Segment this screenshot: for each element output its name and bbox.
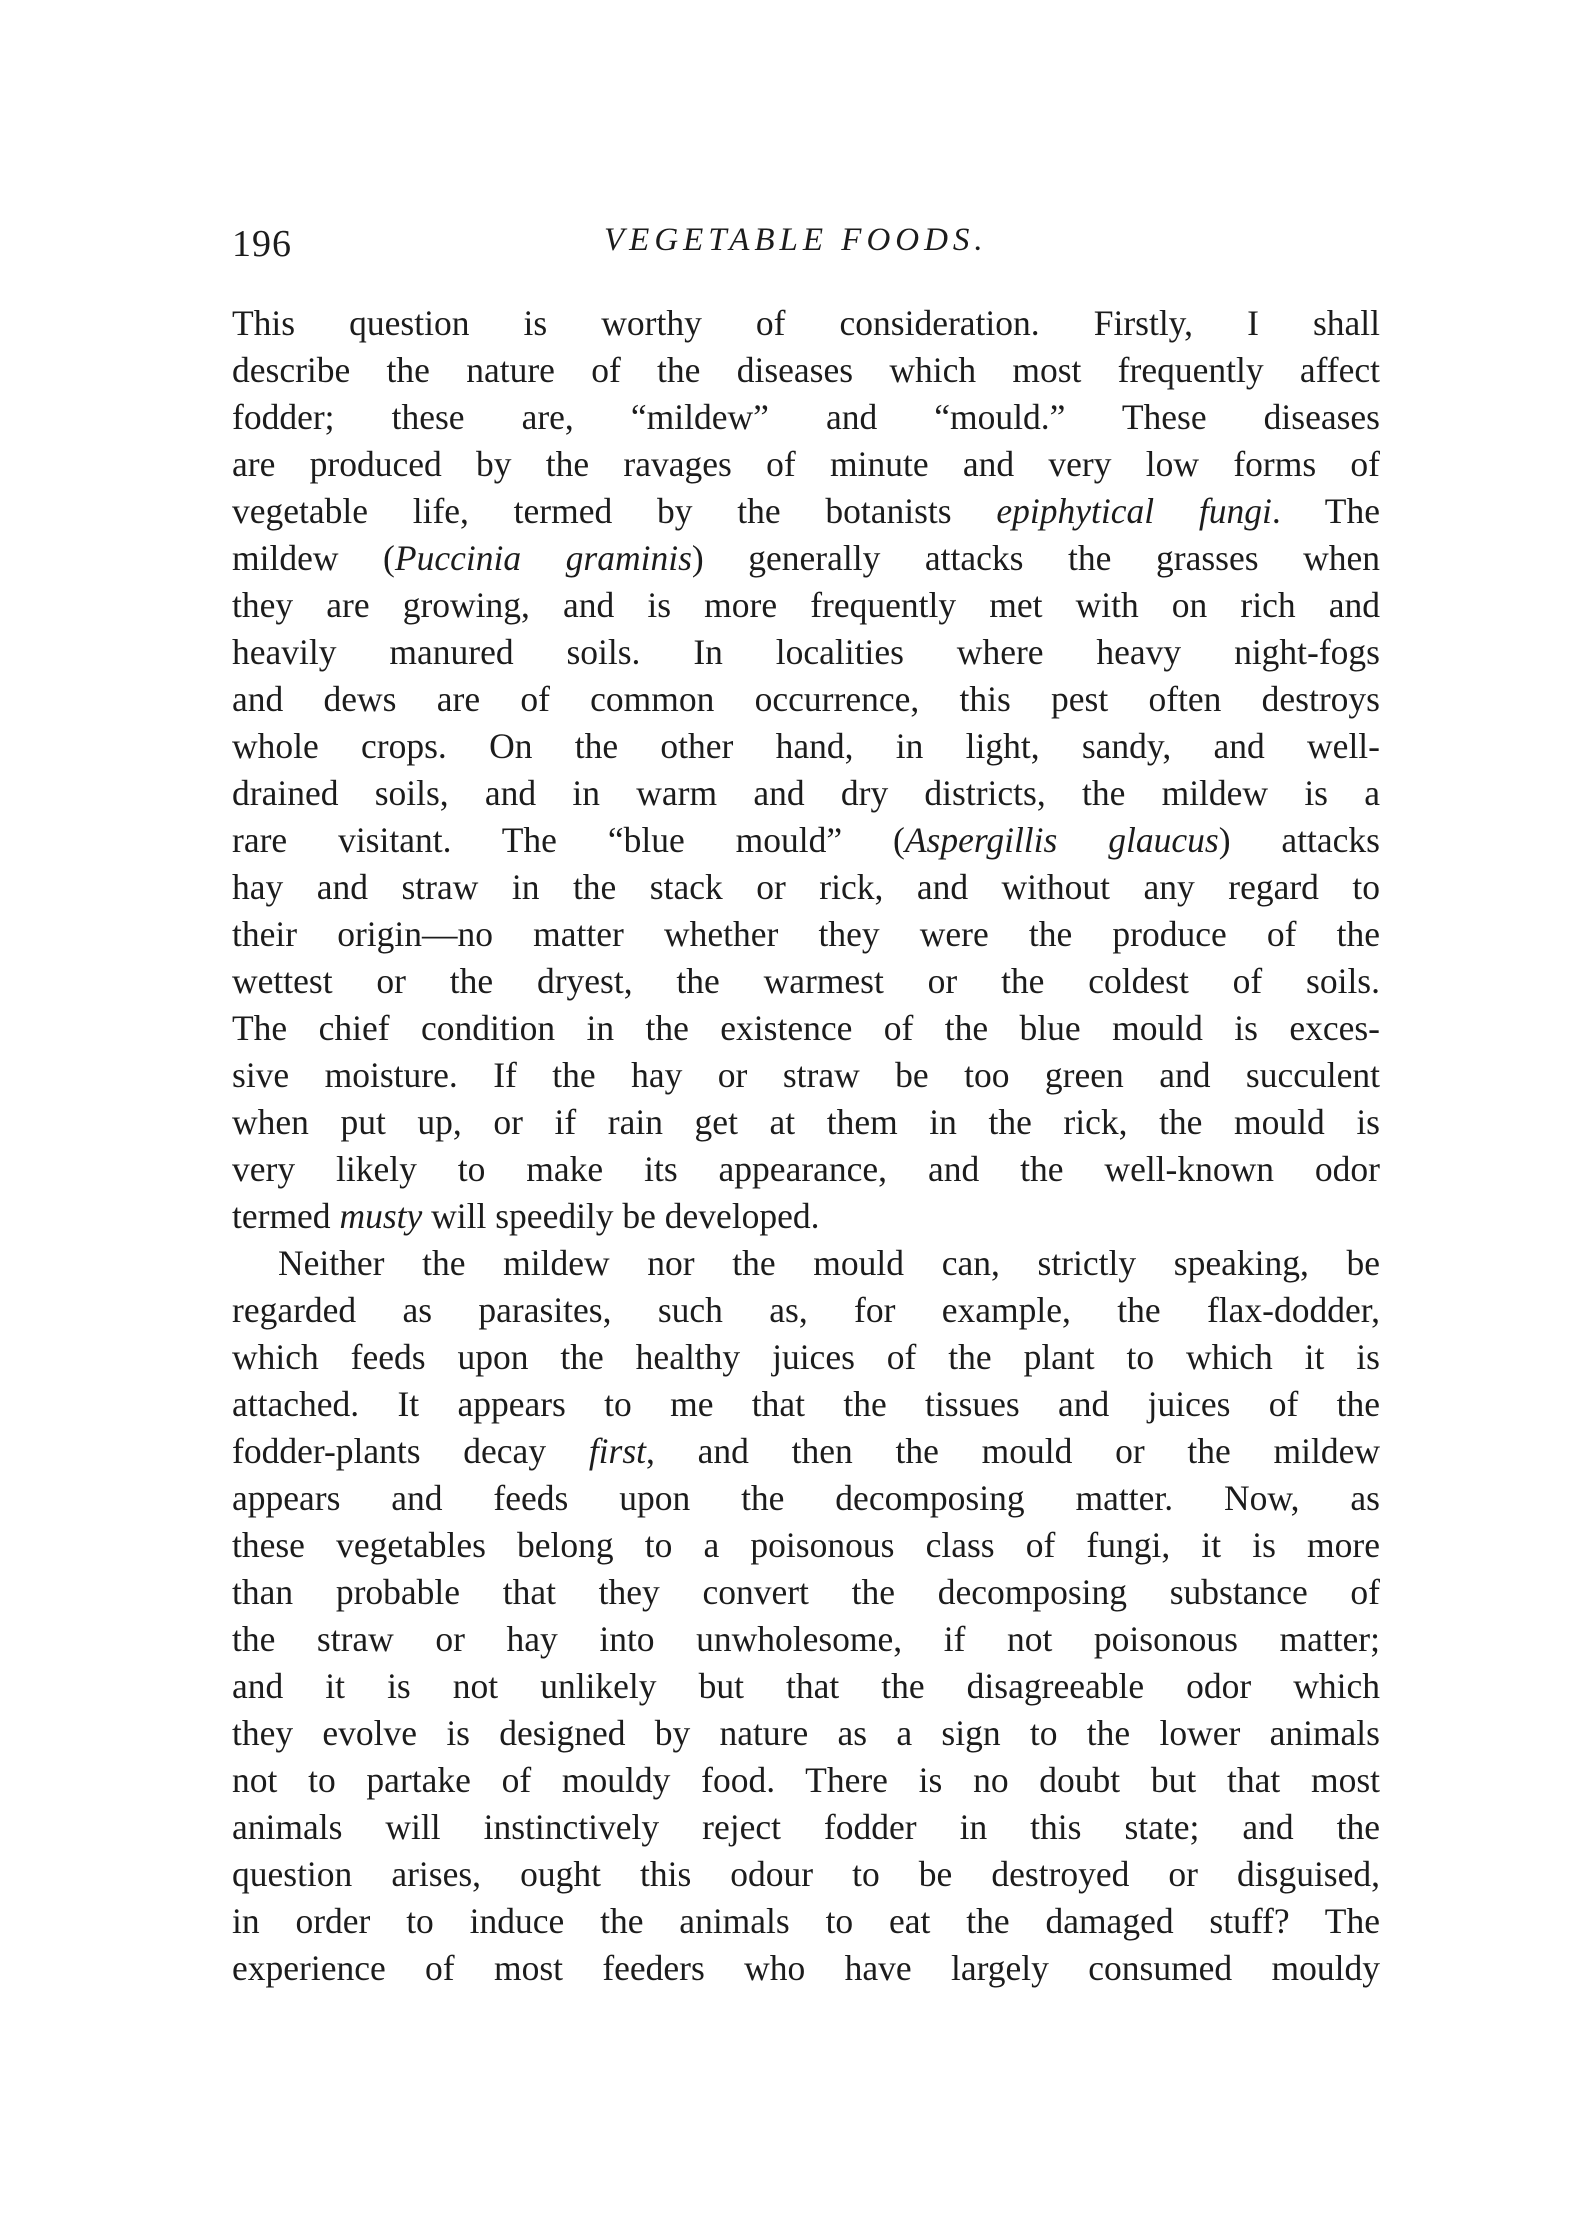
text-line: mildew (Puccinia graminis) generally attacks the grasses when [232,538,1380,578]
text-line: in order to induce the animals to eat the damaged stuff? The [232,1901,1380,1941]
text-line: the straw or hay into unwholesome, if not poisonous matter; [232,1619,1380,1659]
text-line: rare visitant. The “blue mould” (Aspergillis glaucus) attacks [232,820,1380,860]
text-line: regarded as parasites, such as, for example, the flax-dodder, [232,1290,1380,1330]
text-line: attached. It appears to me that the tissues and juices of the [232,1384,1380,1424]
text-line: question arises, ought this odour to be destroyed or disguised, [232,1854,1380,1894]
text-line: not to partake of mouldy food. There is no doubt but that most [232,1760,1380,1800]
text-line: animals will instinctively reject fodder in this state; and the [232,1807,1380,1847]
text-line: This question is worthy of consideration. Firstly, I shall [232,303,1380,343]
text-line: these vegetables belong to a poisonous class of fungi, it is more [232,1525,1380,1565]
paragraph-1 [232,300,1380,1240]
page-number: 196 [232,223,292,265]
text-line: termed musty will speedily be developed. [232,1196,820,1236]
text-line: heavily manured soils. In localities where heavy night-fogs [232,632,1380,672]
page-header [232,222,1382,272]
text-line: and it is not unlikely but that the disagreeable odor which [232,1666,1380,1706]
text-line: very likely to make its appearance, and the well-known odor [232,1149,1380,1189]
text-line: drained soils, and in warm and dry districts, the mildew is a [232,773,1380,813]
text-line: they are growing, and is more frequently met with on rich and [232,585,1380,625]
text-line: when put up, or if rain get at them in the rick, the mould is [232,1102,1380,1142]
text-line: experience of most feeders who have largely consumed mouldy [232,1948,1380,1988]
text-line: vegetable life, termed by the botanists epiphytical fungi. The [232,491,1380,531]
text-line: fodder; these are, “mildew” and “mould.” These diseases [232,397,1380,437]
text-line: appears and feeds upon the decomposing matter. Now, as [232,1478,1380,1518]
text-line: The chief condition in the existence of the blue mould is exces- [232,1008,1380,1048]
text-line: hay and straw in the stack or rick, and without any regard to [232,867,1380,907]
text-line: Neither the mildew nor the mould can, strictly speaking, be [278,1243,1380,1283]
text-line: wettest or the dryest, the warmest or the coldest of soils. [232,961,1380,1001]
body-text [232,300,1380,1992]
paragraph-2 [232,1240,1380,1992]
running-title: VEGETABLE FOODS. [604,222,988,258]
text-line: fodder-plants decay first, and then the mould or the mildew [232,1431,1380,1471]
text-line: sive moisture. If the hay or straw be too green and succulent [232,1055,1380,1095]
text-line: and dews are of common occurrence, this pest often destroys [232,679,1380,719]
text-line: than probable that they convert the decomposing substance of [232,1572,1380,1612]
text-line: which feeds upon the healthy juices of the plant to which it is [232,1337,1380,1377]
text-line: they evolve is designed by nature as a sign to the lower animals [232,1713,1380,1753]
text-line: whole crops. On the other hand, in light, sandy, and well- [232,726,1380,766]
text-line: are produced by the ravages of minute and very low forms of [232,444,1380,484]
text-line: their origin—no matter whether they were the produce of the [232,914,1380,954]
text-line: describe the nature of the diseases which most frequently affect [232,350,1380,390]
